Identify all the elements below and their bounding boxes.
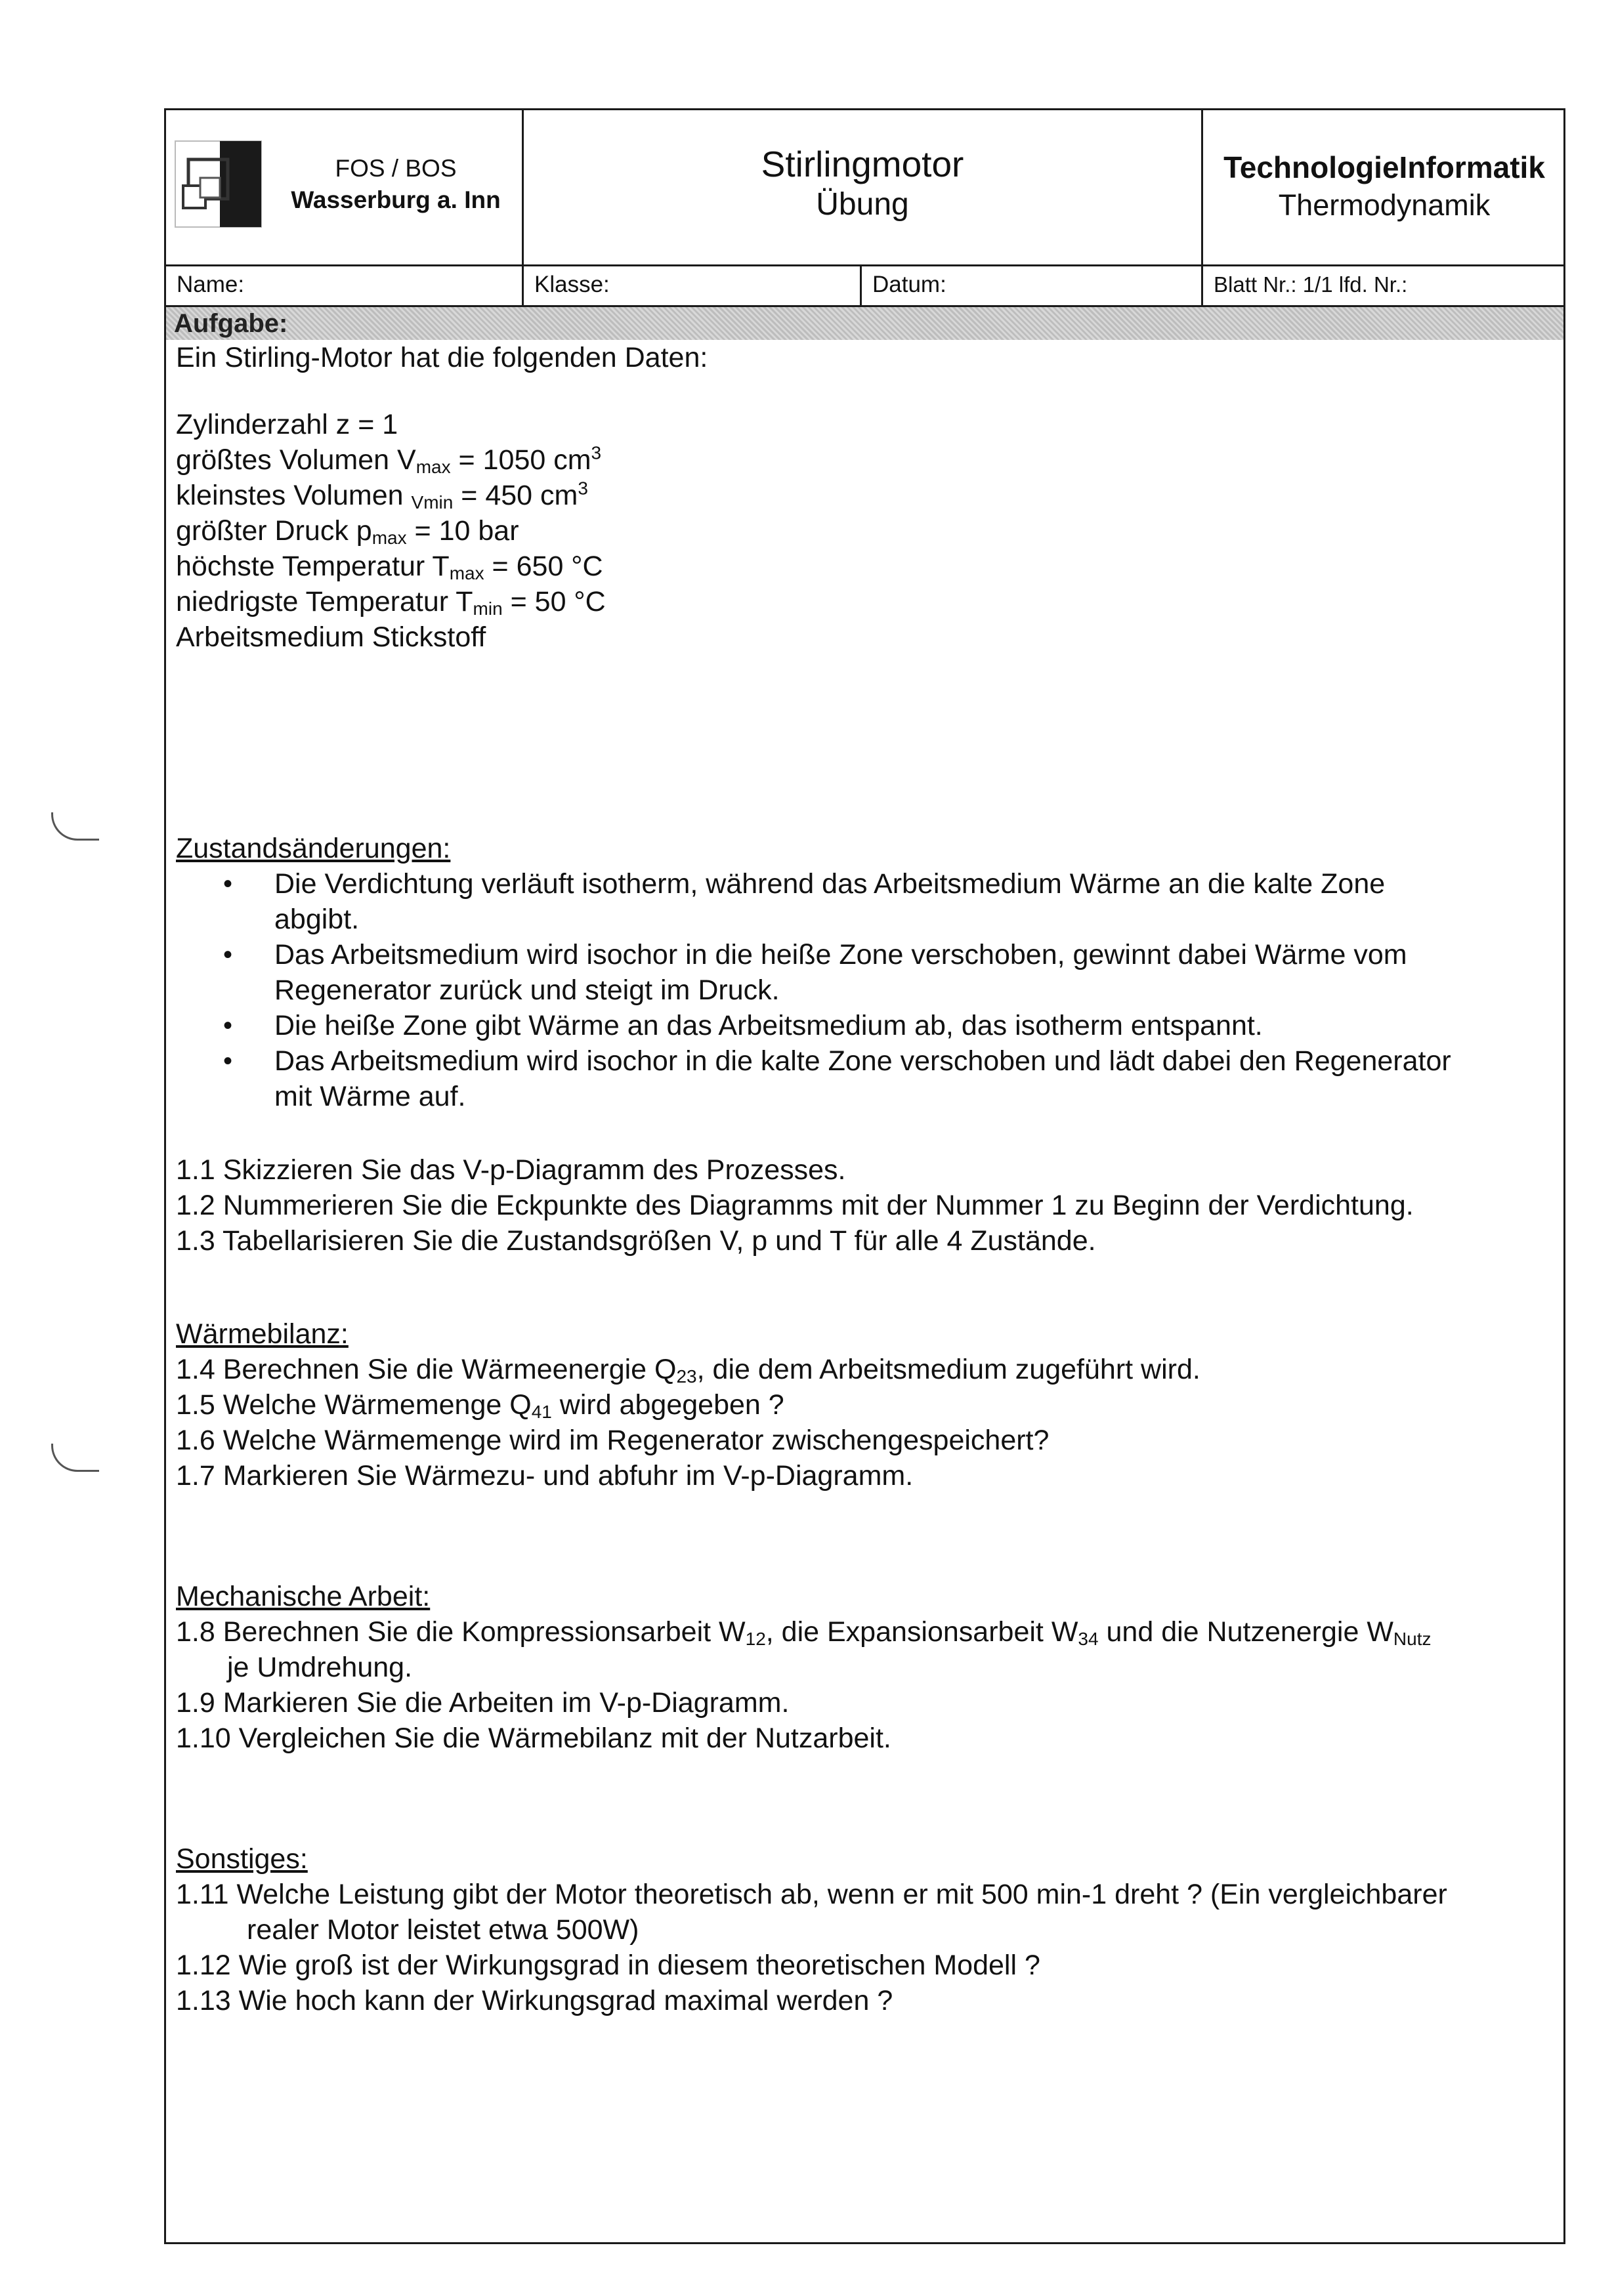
question-1-1: 1.1 Skizzieren Sie das V-p-Diagramm des Prozesses. <box>176 1154 846 1186</box>
question-1-6: 1.6 Welche Wärmemenge wird im Regenerator zwischengespeichert? <box>176 1425 1050 1456</box>
title-cell <box>524 110 1203 264</box>
list-item: • Die Verdichtung verläuft isotherm, während das Arbeitsmedium Wärme an die kalte Zone abgibt. <box>176 866 1451 937</box>
school-cell <box>166 110 524 264</box>
heat-balance-heading: Wärmebilanz: <box>176 1318 349 1350</box>
question-1-10: 1.10 Vergleichen Sie die Wärmebilanz mit der Nutzarbeit. <box>176 1722 891 1754</box>
max-volume: größtes Volumen $V_{max} = 1050$ $cm^3$ <box>176 442 602 477</box>
intro-text: Ein Stirling-Motor hat die folgenden Daten: <box>176 342 708 373</box>
punch-hole-mark-bottom <box>51 1444 99 1472</box>
min-temperature: niedrigste Temperatur $T_{min} = 50$ °C <box>176 586 606 619</box>
question-1-8-continued: je Umdrehung. <box>227 1652 413 1683</box>
school-name <box>271 153 520 216</box>
name-row <box>166 264 1563 307</box>
cylinder-count: Zylinderzahl z = 1 <box>176 409 398 440</box>
question-1-8: 1.8 Berechnen Sie die Kompressionsarbeit $W_{12}$, die Expansionsarbeit $W_{34}$ und die Nutzenergie $W_{Nutz}$ <box>176 1616 1432 1649</box>
state-changes-heading: Zustandsänderungen: <box>176 833 451 864</box>
subject-name: Thermodynamik <box>1278 188 1491 222</box>
worksheet <box>164 108 1565 2244</box>
name-field: Name: <box>166 264 524 305</box>
intro-block <box>176 340 708 375</box>
list-item: • Das Arbeitsmedium wird isochor in die kalte Zone verschoben und lädt dabei den Regenerator mit Wärme auf. <box>176 1043 1451 1114</box>
question-1-5: 1.5 Welche Wärmemenge $Q_{41}$ wird abgegeben ? <box>176 1389 784 1422</box>
data-list <box>176 407 606 655</box>
question-1-11: 1.11 Welche Leistung gibt der Motor theoretisch ab, wenn er mit 500 min-1 dreht ? (Ein vergleichbarer <box>176 1879 1447 1910</box>
heat-balance-section <box>176 1316 1200 1493</box>
working-medium: Arbeitsmedium Stickstoff <box>176 621 486 653</box>
department-name: TechnologieInformatik <box>1223 150 1545 184</box>
questions-diagram <box>176 1152 1414 1259</box>
question-1-2: 1.2 Nummerieren Sie die Eckpunkte des Diagramms mit der Nummer 1 zu Beginn der Verdichtung. <box>176 1190 1414 1221</box>
task-label: Aufgabe: <box>174 309 288 338</box>
state-changes-list <box>176 866 1451 1114</box>
page-title: Stirlingmotor <box>761 144 964 184</box>
school-line-1: FOS / BOS <box>335 155 457 182</box>
misc-section <box>176 1841 1447 2018</box>
misc-heading: Sonstiges: <box>176 1843 308 1875</box>
min-volume: kleinstes Volumen $_{Vmin}$ = 450 $cm^3$ <box>176 478 588 512</box>
header <box>166 110 1563 266</box>
sheet-number-field: Blatt Nr.: 1/1 lfd. Nr.: <box>1214 272 1408 297</box>
question-1-12: 1.12 Wie groß ist der Wirkungsgrad in diesem theoretischen Modell ? <box>176 1950 1040 1981</box>
question-1-11-continued: realer Motor leistet etwa 500W) <box>247 1914 639 1946</box>
task-banner <box>166 307 1563 340</box>
list-item: • Die heiße Zone gibt Wärme an das Arbeitsmedium ab, das isotherm entspannt. <box>176 1008 1451 1043</box>
list-item: • Das Arbeitsmedium wird isochor in die heiße Zone verschoben, gewinnt dabei Wärme vom Regenerator zurück und steigt im Druck. <box>176 937 1451 1008</box>
question-1-3: 1.3 Tabellarisieren Sie die Zustandsgrößen V, p und T für alle 4 Zustände. <box>176 1225 1096 1257</box>
class-field: Klasse: <box>524 264 862 305</box>
school-logo-icon <box>174 140 263 228</box>
date-field: Datum: <box>862 264 1203 305</box>
punch-hole-mark-top <box>51 812 99 841</box>
max-temperature: höchste Temperatur $T_{max} = 650$ °C <box>176 551 603 583</box>
state-changes-section <box>176 831 1451 1114</box>
mechanical-work-heading: Mechanische Arbeit: <box>176 1581 431 1612</box>
mechanical-work-section <box>176 1579 1432 1756</box>
department-cell <box>1203 110 1565 264</box>
question-1-9: 1.9 Markieren Sie die Arbeiten im V-p-Diagramm. <box>176 1687 790 1719</box>
question-1-7: 1.7 Markieren Sie Wärmezu- und abfuhr im V-p-Diagramm. <box>176 1460 914 1492</box>
question-1-4: 1.4 Berechnen Sie die Wärmeenergie $Q_{23}$, die dem Arbeitsmedium zugeführt wird. <box>176 1354 1200 1387</box>
max-pressure: größter Druck $p_{max} = 10$ bar <box>176 515 519 548</box>
page-subtitle: Übung <box>816 187 909 222</box>
question-1-13: 1.13 Wie hoch kann der Wirkungsgrad maximal werden ? <box>176 1985 893 2016</box>
school-line-2: Wasserburg a. Inn <box>291 186 501 213</box>
